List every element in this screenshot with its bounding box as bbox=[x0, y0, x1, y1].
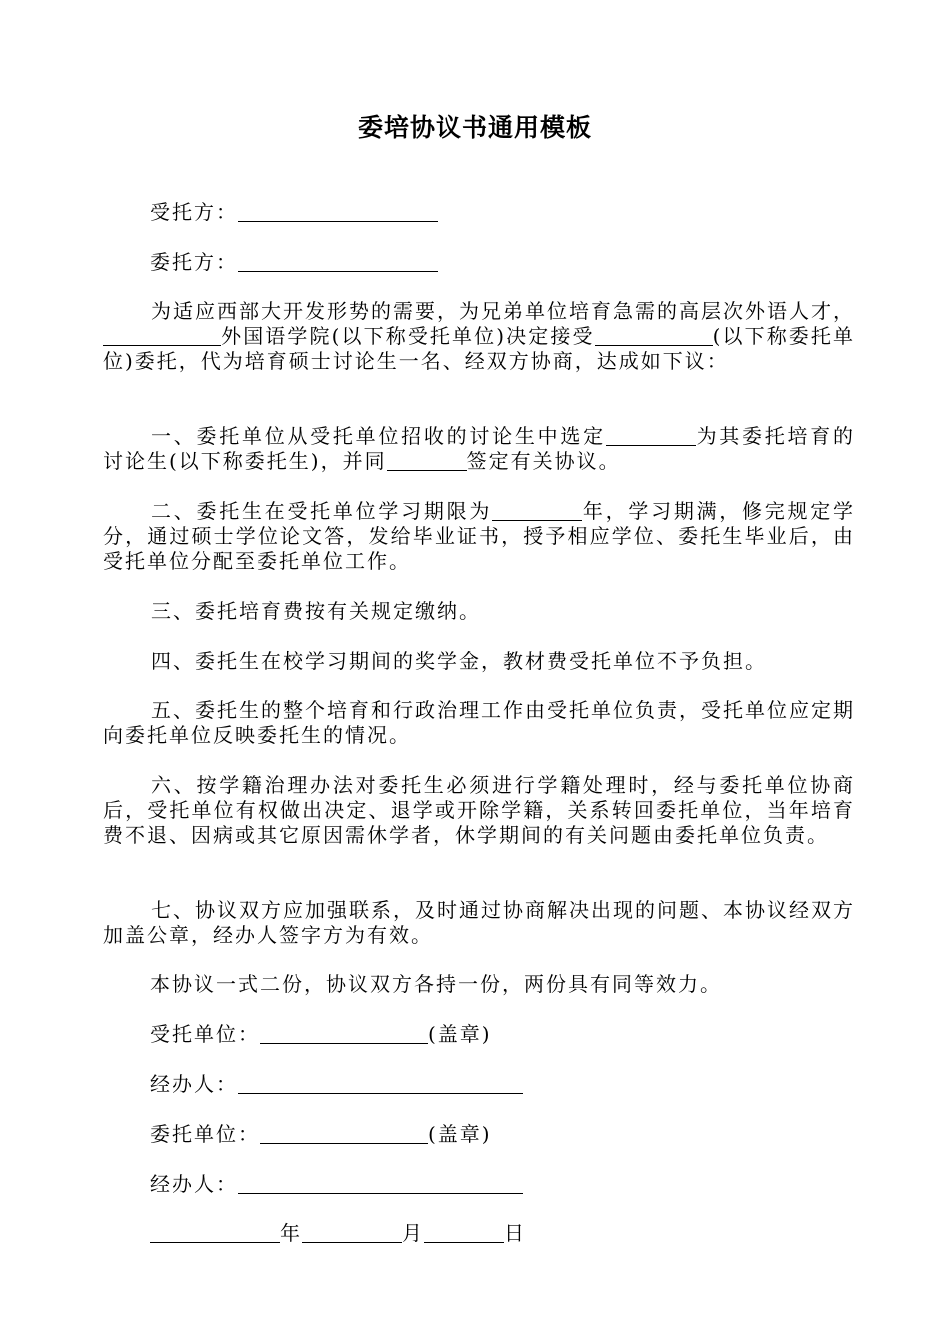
handler-2-blank[interactable] bbox=[238, 1173, 523, 1194]
intro-text-1: 为适应西部大开发形势的需要，为兄弟单位培育急需的高层次外语人才， bbox=[151, 299, 855, 323]
intro-paragraph bbox=[103, 299, 855, 374]
entrusting-unit-blank[interactable] bbox=[595, 325, 713, 346]
trustee-unit-label: 受托单位： bbox=[150, 1022, 260, 1046]
clause-4: 四、委托生在校学习期间的奖学金，教材费受托单位不予负担。 bbox=[151, 649, 767, 673]
trustee-unit-line bbox=[150, 1022, 492, 1047]
handler-1-line bbox=[150, 1072, 523, 1097]
clause-1-text-c: 签定有关协议。 bbox=[466, 449, 621, 473]
clause-1-text-b: 为其委托培育的讨论生(以下称委托生)，并同 bbox=[103, 424, 856, 473]
clause-7: 七、协议双方应加强联系，及时通过协商解决出现的问题、本协议经双方加盖公章，经办人签字方为有效。 bbox=[103, 898, 855, 947]
party-b-blank[interactable] bbox=[238, 251, 438, 272]
clause-6: 六、按学籍治理办法对委托生必须进行学籍处理时，经与委托单位协商后，受托单位有权做出决定、退学或开除学籍，关系转回委托单位，当年培育费不退、因病或其它原因需休学者，休学期间的有关问题由委托单位负责。 bbox=[103, 773, 855, 847]
intro-text-2: 外国语学院(以下称受托单位)决定接受 bbox=[221, 324, 595, 348]
entrusting-unit-sign-blank[interactable] bbox=[260, 1123, 428, 1144]
handler-2-label: 经办人： bbox=[150, 1172, 238, 1196]
party-b-label: 委托方： bbox=[150, 250, 238, 274]
handler-1-label: 经办人： bbox=[150, 1072, 238, 1096]
year-label: 年 bbox=[280, 1221, 302, 1245]
trustee-seal-label: (盖章) bbox=[428, 1022, 492, 1046]
clause-2 bbox=[103, 499, 855, 574]
clause-1-text-a: 一、委托单位从受托单位招收的讨论生中选定 bbox=[151, 424, 606, 448]
party-b-line bbox=[150, 250, 438, 275]
student-name-blank[interactable] bbox=[606, 425, 696, 446]
handler-1-blank[interactable] bbox=[238, 1073, 523, 1094]
entrusting-seal-label: (盖章) bbox=[428, 1122, 492, 1146]
trustee-unit-blank[interactable] bbox=[260, 1023, 428, 1044]
date-line bbox=[150, 1221, 526, 1246]
party-a-blank[interactable] bbox=[238, 201, 438, 222]
entrusting-unit-line bbox=[150, 1122, 492, 1147]
entrusting-unit-label: 委托单位： bbox=[150, 1122, 260, 1146]
day-label: 日 bbox=[504, 1221, 526, 1245]
study-years-blank[interactable] bbox=[492, 500, 582, 521]
clause-3: 三、委托培育费按有关规定缴纳。 bbox=[151, 599, 481, 623]
document-title: 委培协议书通用模板 bbox=[357, 113, 592, 142]
clause-1 bbox=[103, 424, 855, 474]
year-blank[interactable] bbox=[150, 1222, 280, 1243]
copies-statement: 本协议一式二份，协议双方各持一份，两份具有同等效力。 bbox=[150, 972, 722, 996]
party-a-label: 受托方： bbox=[150, 200, 238, 224]
party-a-line bbox=[150, 200, 438, 225]
clause-2-text-b: 年，学习期满，修完规定学分，通过硕士学位论文答，发给毕业证书，授予相应学位、委托生毕业后，由受托单位分配至委托单位工作。 bbox=[103, 499, 856, 573]
handler-2-line bbox=[150, 1172, 523, 1197]
clause-5: 五、委托生的整个培育和行政治理工作由受托单位负责，受托单位应定期向委托单位反映委托生的情况。 bbox=[103, 698, 855, 747]
institution-blank[interactable] bbox=[103, 325, 221, 346]
month-blank[interactable] bbox=[302, 1222, 402, 1243]
day-blank[interactable] bbox=[424, 1222, 504, 1243]
clause-2-text-a: 二、委托生在受托单位学习期限为 bbox=[151, 499, 493, 523]
month-label: 月 bbox=[402, 1221, 424, 1245]
agreement-party-blank[interactable] bbox=[387, 450, 467, 471]
intro-text-3: (以下称委托单位)委托，代为培育硕士讨论生一名、经双方协商，达成如下议： bbox=[103, 324, 855, 373]
